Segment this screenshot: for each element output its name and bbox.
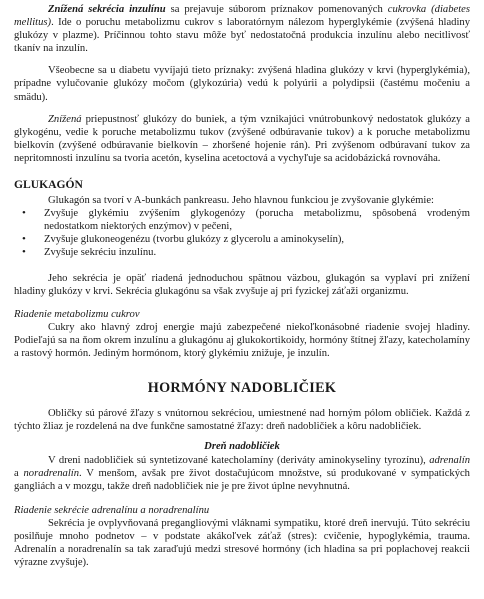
subheading-adrenalin-secretion: Riadenie sekrécie adrenalínu a noradrenalínu — [14, 504, 210, 516]
adrenal-paragraph-3: Sekrécia je ovplyvňovaná pregangliovými vláknami sympatiku, ktoré dreň inervujú. Túto sekréciu posilňuje mnoho podnetov – v podstate akákoľvek záťaž (stres): cvičenie, hypoglykémia, trauma. Adrenalín a noradrenalín sa tak zaraďujú medzi stresové hormóny (ich hladina sa pri poplachovej reakcii výrazne zvyšuje). — [14, 517, 470, 568]
intro-paragraph-2: Všeobecne sa u diabetu vyvíjajú tieto príznaky: zvýšená hladina glukózy v krvi (hyperglykémia), prípadne vylučovanie glukózy močom (glykozúria) vedú k polyúrii a polydipsii (častému močeniu a smädu). — [14, 65, 470, 103]
intro-p3-lead: Znížená — [48, 113, 82, 125]
glukagon-paragraph-3: Cukry ako hlavný zdroj energie majú zabezpečené niekoľkonásobné riadenie svojej hladiny. Podieľajú sa na ňom okrem inzulínu a glukagónu aj glukokortikoidy, hormóny štítnej žľazy, katecholamíny a rastový hormón. Jediným hormónom, ktorý glykémiu znižuje, je inzulín. — [14, 321, 470, 359]
intro-paragraph-1: Znížená sekrécia inzulínu sa prejavuje súborom príznakov pomenovaných cukrovka (diabetes mellitus). Ide o poruchu metabolizmu cukrov s laboratórnym nálezom hyperglykémie (zvýšená hladiny glukózy v plazme). Príčinnou tohto stavu môže byť nedostatočná produkcia inzulínu alebo necitlivosť tkanív na inzulín. — [14, 4, 470, 55]
subheading-sugar-metabolism: Riadenie metabolizmu cukrov — [14, 308, 140, 320]
list-item: • Zvyšuje glukoneogenézu (tvorbu glukózy z glycerolu a aminokyselín), — [44, 233, 470, 246]
glukagon-function-list — [14, 207, 470, 259]
list-item: • Zvyšuje sekréciu inzulínu. — [44, 246, 470, 259]
section-heading-glukagon: GLUKAGÓN — [14, 178, 83, 192]
term-diabetes: cukrovka (diabetes mellitus) — [14, 4, 470, 29]
glukagon-paragraph-2: Jeho sekrécia je opäť riadená jednoduchou spätnou väzbou, glukagón sa vyplaví pri znížení hladiny glukózy v krvi. Sekrécia glukagónu sa však zvyšuje aj pri fyzickej záťaži organizmu. — [14, 272, 470, 297]
intro-paragraph-3 — [14, 113, 470, 165]
term-reduced-insulin: Znížená sekrécia inzulínu — [48, 4, 166, 15]
list-item: • Zvyšuje glykémiu zvýšením glykogenózy (porucha metabolizmu, spôsobená vrodeným nedostatkom niektorých enzýmov) v pečeni, — [44, 207, 470, 233]
glukagon-paragraph-1: Glukagón sa tvorí v A-bunkách pankreasu. Jeho hlavnou funkciou je zvyšovanie glykémie: — [48, 195, 434, 207]
section-heading-adrenal-hormones: HORMÓNY NADOBLIČIEK — [147, 380, 337, 397]
subheading-adrenal-medulla: Dreň nadobličiek — [204, 441, 280, 453]
adrenal-paragraph-2: V dreni nadobličiek sú syntetizované katecholamíny (deriváty aminokyseliny tyrozínu), adrenalín a noradrenalín. V menšom, avšak pre život dostačujúcom množstve, sú produkované v sympatických gangliách a v mozgu, takže dreň nadobličiek nie je pre život úplne nevyhnutná. — [14, 455, 470, 493]
adrenal-paragraph-1: Obličky sú párové žľazy s vnútornou sekréciou, umiestnené nad horným pólom obličiek. Každá z týchto žliaz je rozdelená na dve funkčne samostatné žľazy: dreň nadobličiek a kôru nadobličiek. — [14, 408, 470, 433]
intro-p3-rest: priepustnosť glukózy do buniek, a tým vznikajúci vnútrobunkový nedostatok glukózy a glykogénu, vedie k poruche metabolizmu tukov (zvýšené odbúravanie tukov) a k poruche metabolizmu bielkovín (zvýšené odbúravanie bielkovín – zhoršené hojenie rán). Pri zvýšenom odbúravaní tukov za nepritomnosti inzulínu sa tvoria acetón, kyselina acetoctová a vychyľuje sa acidobázická rovnováha. — [14, 113, 470, 164]
term-adrenalin: adrenalín — [429, 455, 470, 467]
term-noradrenalin: noradrenalín — [23, 468, 80, 480]
